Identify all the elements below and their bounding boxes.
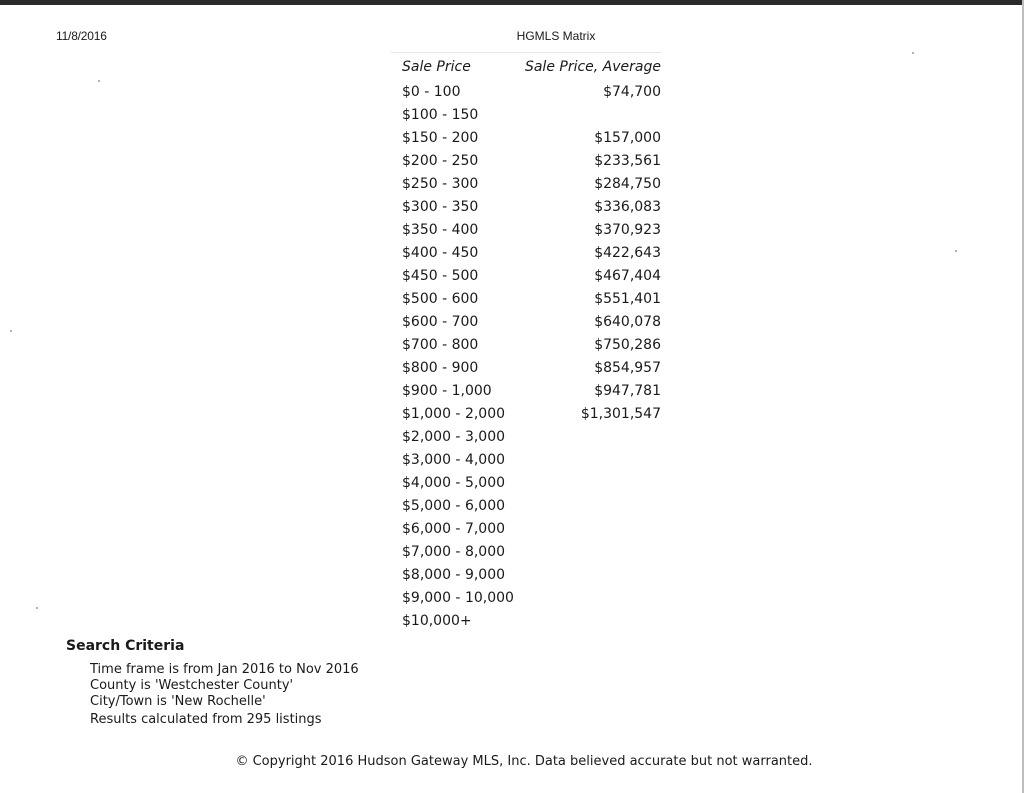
price-range-cell: $2,000 - 3,000: [402, 429, 506, 445]
price-range-cell: $400 - 450: [402, 245, 479, 261]
average-price-cell: [521, 564, 661, 587]
criteria-time-frame: Time frame is from Jan 2016 to Nov 2016: [90, 662, 359, 677]
price-range-cell: $4,000 - 5,000: [402, 475, 506, 491]
price-matrix-table: [391, 52, 661, 633]
table-row: [391, 127, 661, 150]
table-row: [391, 173, 661, 196]
price-range-cell: $10,000+: [402, 613, 472, 629]
price-range-cell: $9,000 - 10,000: [402, 590, 514, 606]
average-price-cell: $467,404: [594, 268, 661, 284]
scan-speck: [36, 607, 38, 609]
price-range-cell: $700 - 800: [402, 337, 479, 353]
average-price-cell: $422,643: [594, 245, 661, 261]
average-price-cell: [521, 541, 661, 564]
price-range-cell: $7,000 - 8,000: [402, 544, 506, 560]
table-row: [391, 334, 661, 357]
price-range-cell: $800 - 900: [402, 360, 479, 376]
table-row: [391, 610, 661, 633]
average-price-cell: $336,083: [594, 199, 661, 215]
scan-speck: [955, 250, 957, 252]
scan-top-edge: [0, 0, 1024, 5]
table-row: [391, 219, 661, 242]
average-price-cell: [521, 495, 661, 518]
table-row: [391, 587, 661, 610]
average-price-cell: $157,000: [594, 130, 661, 146]
criteria-county: County is 'Westchester County': [90, 678, 294, 693]
price-range-cell: $150 - 200: [402, 130, 479, 146]
table-row: [391, 104, 661, 127]
report-title: HGMLS Matrix: [516, 29, 596, 43]
price-range-cell: $6,000 - 7,000: [402, 521, 506, 537]
average-price-cell: $284,750: [594, 176, 661, 192]
table-row: [391, 541, 661, 564]
average-price-cell: $551,401: [594, 291, 661, 307]
price-range-cell: $1,000 - 2,000: [402, 406, 506, 422]
price-range-cell: $5,000 - 6,000: [402, 498, 506, 514]
table-row: [391, 150, 661, 173]
price-range-cell: $200 - 250: [402, 153, 479, 169]
price-range-cell: $500 - 600: [402, 291, 479, 307]
price-range-cell: $600 - 700: [402, 314, 479, 330]
average-price-cell: $947,781: [594, 383, 661, 399]
average-price-cell: $1,301,547: [580, 406, 661, 422]
price-range-cell: $450 - 500: [402, 268, 479, 284]
table-row: [391, 288, 661, 311]
search-criteria-heading: Search Criteria: [66, 638, 185, 654]
average-price-cell: $750,286: [594, 337, 661, 353]
average-price-cell: [521, 426, 661, 449]
price-range-cell: $250 - 300: [402, 176, 479, 192]
table-row: [391, 81, 661, 104]
average-price-cell: $370,923: [594, 222, 661, 238]
column-header-average: Sale Price, Average: [524, 59, 661, 75]
table-row: [391, 449, 661, 472]
scan-speck: [98, 80, 100, 82]
average-price-cell: [521, 472, 661, 495]
price-range-cell: $350 - 400: [402, 222, 479, 238]
table-row: [391, 357, 661, 380]
table-row: [391, 196, 661, 219]
average-price-cell: [521, 518, 661, 541]
table-row: [391, 518, 661, 541]
copyright-notice: © Copyright 2016 Hudson Gateway MLS, Inc. Data believed accurate but not warranted.: [235, 754, 813, 769]
price-range-cell: $300 - 350: [402, 199, 479, 215]
table-row: [391, 380, 661, 403]
average-price-cell: [521, 587, 661, 610]
price-range-cell: $3,000 - 4,000: [402, 452, 506, 468]
average-price-cell: [521, 449, 661, 472]
table-row: [391, 426, 661, 449]
column-header-sale-price: Sale Price: [402, 59, 471, 75]
price-range-cell: $8,000 - 9,000: [402, 567, 506, 583]
table-row: [391, 311, 661, 334]
scan-speck: [10, 330, 12, 332]
table-row: [391, 495, 661, 518]
average-price-cell: $233,561: [594, 153, 661, 169]
criteria-city: City/Town is 'New Rochelle': [90, 694, 266, 709]
average-price-cell: $74,700: [603, 84, 661, 100]
table-row: [391, 265, 661, 288]
average-price-cell: [521, 104, 661, 127]
criteria-result-count: Results calculated from 295 listings: [90, 712, 322, 727]
average-price-cell: $854,957: [594, 360, 661, 376]
table-row: [391, 472, 661, 495]
average-price-cell: [521, 610, 661, 633]
report-date: 11/8/2016: [56, 29, 107, 43]
table-header-row: [391, 53, 661, 81]
table-row: [391, 564, 661, 587]
price-range-cell: $100 - 150: [402, 107, 479, 123]
scan-speck: [912, 52, 914, 54]
price-range-cell: $900 - 1,000: [402, 383, 492, 399]
table-row: [391, 403, 661, 426]
table-row: [391, 242, 661, 265]
average-price-cell: $640,078: [594, 314, 661, 330]
price-range-cell: $0 - 100: [402, 84, 461, 100]
search-criteria-list: [90, 662, 359, 728]
table-body: [391, 81, 661, 633]
